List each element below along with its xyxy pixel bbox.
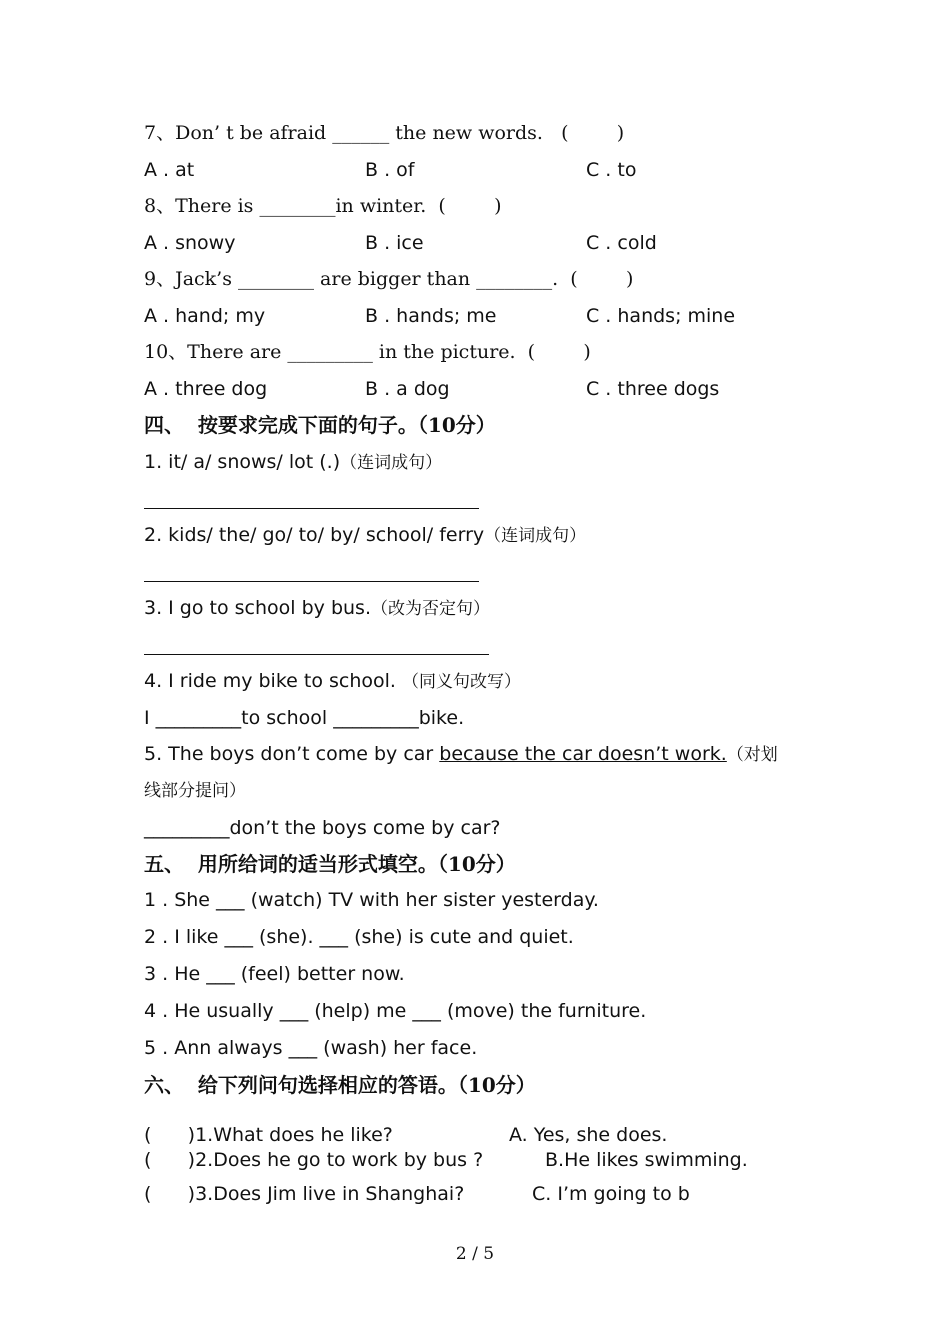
s4-q5-hint: （对划 — [726, 745, 778, 765]
question-7: 7、Don’ t be afraid ______ the new words. ( ) — [144, 122, 625, 144]
question-9: 9、Jack’s ________ are bigger than ________. ( ) — [144, 268, 634, 290]
s5-item-2: 2 . I like ___ (she). ___ (she) is cute and quiet. — [144, 926, 574, 948]
question-10: 10、There are _________ in the picture. ( ) — [144, 341, 591, 363]
q9-option-c: C . hands; mine — [586, 305, 736, 327]
s4-q4-answer: I _________to school _________bike. — [144, 707, 465, 729]
s6-question-3: ( )3.Does Jim live in Shanghai? — [144, 1183, 465, 1205]
q10-option-a: A . three dog — [144, 378, 268, 400]
s4-q5-underlined: because the car doesn’t work. — [439, 743, 727, 765]
s5-item-4: 4 . He usually ___ (help) me ___ (move) the furniture. — [144, 1000, 647, 1022]
q8-option-a: A . snowy — [144, 232, 236, 254]
s6-answer-b: B.He likes swimming. — [545, 1149, 748, 1171]
question-8: 8、There is ________in winter. ( ) — [144, 195, 502, 217]
q8-option-c: C . cold — [586, 232, 657, 254]
q10-option-c: C . three dogs — [586, 378, 720, 400]
s5-item-5: 5 . Ann always ___ (wash) her face. — [144, 1037, 478, 1059]
s4-q4-hint: （同义句改写） — [401, 672, 521, 692]
section-4-heading: 四、 按要求完成下面的句子。（10分） — [144, 413, 496, 437]
s4-question-4: 4. I ride my bike to school. （同义句改写） — [144, 670, 521, 692]
answer-line-3[interactable] — [144, 654, 489, 655]
q7-option-c: C . to — [586, 159, 637, 181]
s6-answer-a: A. Yes, she does. — [509, 1124, 668, 1146]
s4-question-5: 5. The boys don’t come by car because the car doesn’t work.（对划 — [144, 743, 778, 765]
s4-q2-hint: （连词成句） — [484, 526, 587, 546]
s6-question-1: ( )1.What does he like? — [144, 1124, 393, 1146]
s5-item-1: 1 . She ___ (watch) TV with her sister yesterday. — [144, 889, 599, 911]
q9-option-b: B . hands; me — [365, 305, 497, 327]
q10-option-b: B . a dog — [365, 378, 450, 400]
s4-q5-hint-cont: 线部分提问） — [144, 781, 246, 801]
q7-option-b: B . of — [365, 159, 415, 181]
s5-item-3: 3 . He ___ (feel) better now. — [144, 963, 405, 985]
s4-question-3: 3. I go to school by bus.（改为否定句） — [144, 597, 490, 619]
s4-q3-hint: （改为否定句） — [371, 599, 490, 619]
section-6-heading: 六、 给下列问句选择相应的答语。（10分） — [144, 1073, 536, 1097]
q9-option-a: A . hand; my — [144, 305, 266, 327]
answer-line-1[interactable] — [144, 508, 479, 509]
s4-question-1: 1. it/ a/ snows/ lot (.)（连词成句） — [144, 451, 443, 473]
answer-line-2[interactable] — [144, 581, 479, 582]
s4-q5-answer: _________don’t the boys come by car? — [144, 817, 501, 839]
s4-q1-hint: （连词成句） — [340, 453, 443, 473]
section-5-heading: 五、 用所给词的适当形式填空。（10分） — [144, 852, 516, 876]
s6-answer-c: C. I’m going to b — [532, 1183, 690, 1205]
page-number: 2 / 5 — [455, 1244, 495, 1264]
s6-question-2: ( )2.Does he go to work by bus ? — [144, 1149, 484, 1171]
s4-question-2: 2. kids/ the/ go/ to/ by/ school/ ferry（连词成句） — [144, 524, 587, 546]
q7-option-a: A . at — [144, 159, 195, 181]
q8-option-b: B . ice — [365, 232, 424, 254]
